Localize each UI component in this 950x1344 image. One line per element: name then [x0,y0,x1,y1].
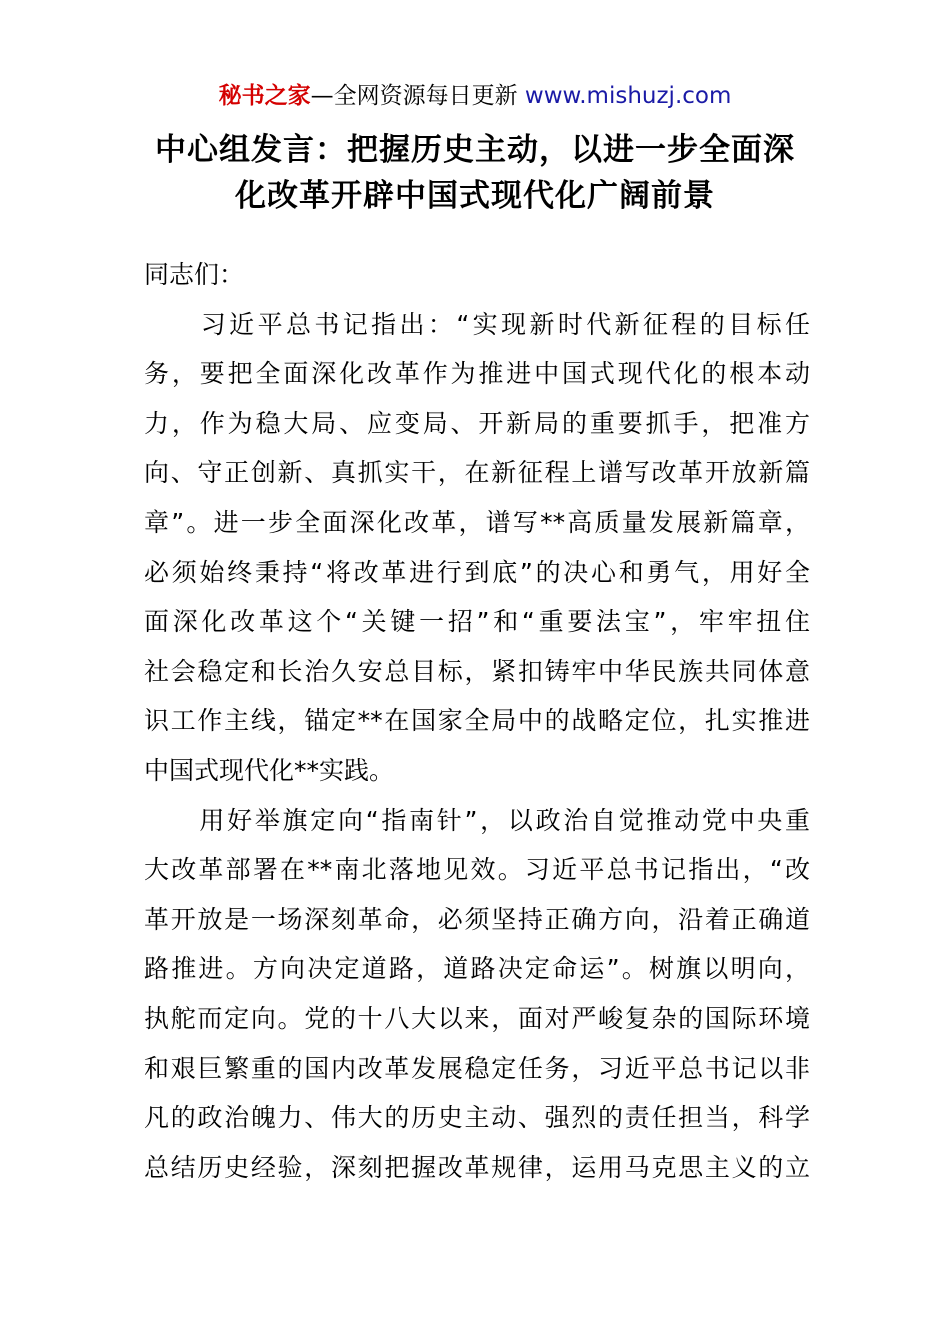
text-line: 面深化改革这个“关键一招”和“重要法宝”，牢牢扭住 [144,607,810,637]
document-body [144,250,810,1192]
site-brand: 秘书之家 [218,83,311,109]
site-tagline: —全网资源每日更新 [310,83,525,109]
text-line: 向、守正创新、真抓实干，在新征程上谱写改革开放新篇 [144,458,810,488]
text-line: 社会稳定和长治久安总目标，紧扣铸牢中华民族共同体意 [144,656,810,686]
document-title [100,127,850,219]
paragraph-2 [144,796,810,1193]
text-line: 务，要把全面深化改革作为推进中国式现代化的根本动 [144,359,810,389]
paragraph-1 [144,300,810,796]
text-line: 总结历史经验，深刻把握改革规律，运用马克思主义的立 [144,1152,810,1182]
text-line: 革开放是一场深刻革命，必须坚持正确方向，沿着正确道 [144,904,810,934]
text-line: 用好举旗定向“指南针”，以政治自觉推动党中央重 [144,805,810,835]
text-line: 执舵而定向。党的十八大以来，面对严峻复杂的国际环境 [144,1003,810,1033]
text-line: 路推进。方向决定道路，道路决定命运”。树旗以明向， [144,954,810,984]
site-header [0,80,950,112]
text-line: 习近平总书记指出：“实现新时代新征程的目标任 [144,309,810,339]
text-line: 识工作主线，锚定**在国家全局中的战略定位，扎实推进 [144,706,810,736]
salutation: 同志们： [144,260,245,289]
title-line: 化改革开辟中国式现代化广阔前景 [235,178,715,214]
title-line: 中心组发言：把握历史主动，以进一步全面深 [155,132,795,168]
text-line: 和艰巨繁重的国内改革发展稳定任务，习近平总书记以非 [144,1053,810,1083]
text-line: 中国式现代化**实践。 [144,755,395,785]
site-url-link[interactable]: www.mishuzj.com [524,83,732,109]
text-line: 力，作为稳大局、应变局、开新局的重要抓手，把准方 [144,408,810,438]
text-line: 必须始终秉持“将改革进行到底”的决心和勇气，用好全 [144,557,810,587]
text-line: 凡的政治魄力、伟大的历史主动、强烈的责任担当，科学 [144,1103,810,1133]
text-line: 章”。进一步全面深化改革，谱写**高质量发展新篇章， [144,507,810,537]
text-line: 大改革部署在**南北落地见效。习近平总书记指出，“改 [144,855,810,885]
